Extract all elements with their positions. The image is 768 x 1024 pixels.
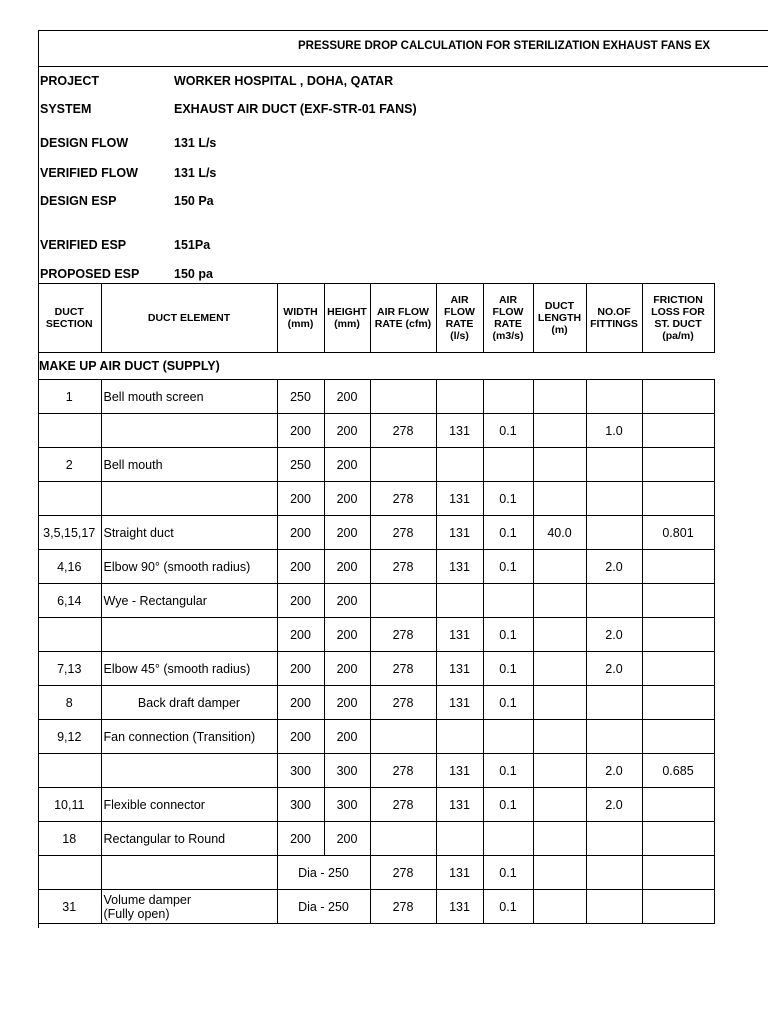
header-duct-element: DUCT ELEMENT	[101, 284, 277, 353]
cell-m3s: 0.1	[483, 890, 533, 924]
cell-length	[533, 890, 586, 924]
cell-element: Fan connection (Transition)	[101, 720, 277, 754]
cell-section	[38, 414, 101, 448]
cell-cfm: 278	[370, 652, 436, 686]
cell-height: 200	[324, 482, 370, 516]
cell-ls: 131	[436, 482, 483, 516]
cell-fittings	[586, 584, 642, 618]
cell-section: 3,5,15,17	[38, 516, 101, 550]
page-title: PRESSURE DROP CALCULATION FOR STERILIZATION EXHAUST FANS EX	[298, 40, 711, 52]
cell-element: Straight duct	[101, 516, 277, 550]
cell-length	[533, 380, 586, 414]
cell-friction	[642, 618, 714, 652]
cell-fittings	[586, 380, 642, 414]
table-row	[38, 754, 714, 788]
cell-m3s: 0.1	[483, 856, 533, 890]
cell-fittings: 2.0	[586, 652, 642, 686]
cell-fittings	[586, 516, 642, 550]
cell-section: 18	[38, 822, 101, 856]
design-esp-label: DESIGN ESP	[40, 194, 117, 208]
table-row	[38, 890, 714, 924]
header-air-flow-m3s: AIR FLOW RATE (m3/s)	[483, 284, 533, 353]
cell-element: Rectangular to Round	[101, 822, 277, 856]
cell-ls	[436, 380, 483, 414]
header-friction-loss: FRICTION LOSS FOR ST. DUCT (pa/m)	[642, 284, 714, 353]
cell-height: 200	[324, 686, 370, 720]
cell-section: 1	[38, 380, 101, 414]
cell-friction	[642, 788, 714, 822]
cell-length	[533, 618, 586, 652]
design-esp-value: 150 Pa	[174, 194, 214, 208]
cell-friction: 0.685	[642, 754, 714, 788]
cell-friction	[642, 482, 714, 516]
cell-ls: 131	[436, 516, 483, 550]
cell-element: Elbow 45° (smooth radius)	[101, 652, 277, 686]
cell-element: Bell mouth	[101, 448, 277, 482]
table-row	[38, 516, 714, 550]
cell-m3s	[483, 720, 533, 754]
cell-section	[38, 856, 101, 890]
table-row	[38, 584, 714, 618]
cell-width: 200	[277, 618, 324, 652]
cell-length	[533, 822, 586, 856]
cell-friction	[642, 890, 714, 924]
cell-friction	[642, 550, 714, 584]
cell-height: 200	[324, 652, 370, 686]
cell-cfm	[370, 584, 436, 618]
cell-width: 250	[277, 448, 324, 482]
header-no-of-fittings: NO.OF FITTINGS	[586, 284, 642, 353]
table-row	[38, 482, 714, 516]
cell-diameter: Dia - 250	[277, 856, 370, 890]
header-duct-section: DUCT SECTION	[38, 284, 101, 353]
cell-element	[101, 482, 277, 516]
cell-section	[38, 754, 101, 788]
cell-element: Elbow 90° (smooth radius)	[101, 550, 277, 584]
cell-fittings: 2.0	[586, 788, 642, 822]
cell-length	[533, 550, 586, 584]
cell-ls: 131	[436, 652, 483, 686]
cell-element: Flexible connector	[101, 788, 277, 822]
cell-section: 10,11	[38, 788, 101, 822]
cell-section: 7,13	[38, 652, 101, 686]
cell-element: Back draft damper	[101, 686, 277, 720]
cell-ls: 131	[436, 856, 483, 890]
table-row	[38, 448, 714, 482]
verified-esp-label: VERIFIED ESP	[40, 238, 127, 252]
cell-m3s: 0.1	[483, 686, 533, 720]
cell-element: Bell mouth screen	[101, 380, 277, 414]
header-height: HEIGHT (mm)	[324, 284, 370, 353]
cell-height: 200	[324, 584, 370, 618]
cell-cfm	[370, 822, 436, 856]
cell-length	[533, 414, 586, 448]
cell-height: 300	[324, 754, 370, 788]
cell-m3s: 0.1	[483, 618, 533, 652]
cell-m3s: 0.1	[483, 754, 533, 788]
cell-ls: 131	[436, 414, 483, 448]
cell-width: 200	[277, 652, 324, 686]
cell-width: 200	[277, 516, 324, 550]
cell-cfm: 278	[370, 856, 436, 890]
cell-m3s	[483, 380, 533, 414]
cell-section	[38, 618, 101, 652]
verified-esp-value: 151Pa	[174, 238, 211, 252]
cell-ls: 131	[436, 686, 483, 720]
cell-fittings	[586, 822, 642, 856]
cell-m3s: 0.1	[483, 482, 533, 516]
cell-width: 200	[277, 550, 324, 584]
cell-fittings	[586, 686, 642, 720]
table-header-row	[38, 284, 714, 353]
cell-height: 200	[324, 516, 370, 550]
cell-height: 200	[324, 550, 370, 584]
cell-section: 8	[38, 686, 101, 720]
cell-m3s: 0.1	[483, 652, 533, 686]
cell-ls	[436, 720, 483, 754]
title-divider	[38, 66, 768, 67]
section-title: MAKE UP AIR DUCT (SUPPLY)	[38, 353, 714, 380]
table-body	[38, 380, 714, 924]
table-row	[38, 788, 714, 822]
system-value: EXHAUST AIR DUCT (EXF-STR-01 FANS)	[174, 102, 417, 116]
verified-flow-value: 131 L/s	[174, 166, 217, 180]
cell-friction	[642, 652, 714, 686]
cell-friction	[642, 584, 714, 618]
cell-m3s: 0.1	[483, 414, 533, 448]
cell-fittings	[586, 482, 642, 516]
proposed-esp-label: PROPOSED ESP	[40, 267, 140, 281]
cell-element	[101, 754, 277, 788]
cell-length	[533, 584, 586, 618]
header-air-flow-ls: AIR FLOW RATE (l/s)	[436, 284, 483, 353]
cell-section: 31	[38, 890, 101, 924]
cell-cfm: 278	[370, 686, 436, 720]
cell-length	[533, 482, 586, 516]
cell-fittings	[586, 720, 642, 754]
cell-height: 200	[324, 720, 370, 754]
table-row	[38, 380, 714, 414]
cell-length	[533, 754, 586, 788]
section-row	[38, 353, 714, 380]
cell-fittings: 2.0	[586, 754, 642, 788]
system-label: SYSTEM	[40, 102, 92, 116]
cell-cfm: 278	[370, 788, 436, 822]
cell-friction: 0.801	[642, 516, 714, 550]
frame-top-border	[38, 30, 768, 31]
cell-ls: 131	[436, 890, 483, 924]
cell-friction	[642, 822, 714, 856]
cell-section: 6,14	[38, 584, 101, 618]
cell-height: 200	[324, 618, 370, 652]
cell-height: 200	[324, 380, 370, 414]
header-air-flow-cfm: AIR FLOW RATE (cfm)	[370, 284, 436, 353]
cell-width: 200	[277, 482, 324, 516]
cell-ls: 131	[436, 788, 483, 822]
cell-length	[533, 686, 586, 720]
cell-cfm	[370, 380, 436, 414]
cell-fittings	[586, 890, 642, 924]
table-row	[38, 550, 714, 584]
cell-width: 300	[277, 754, 324, 788]
cell-section: 4,16	[38, 550, 101, 584]
cell-friction	[642, 720, 714, 754]
project-label: PROJECT	[40, 74, 100, 88]
cell-ls	[436, 822, 483, 856]
cell-section: 2	[38, 448, 101, 482]
cell-element: Volume damper (Fully open)	[101, 890, 277, 924]
cell-cfm: 278	[370, 516, 436, 550]
table-row	[38, 652, 714, 686]
cell-width: 250	[277, 380, 324, 414]
table-row	[38, 822, 714, 856]
table-row	[38, 414, 714, 448]
cell-m3s	[483, 822, 533, 856]
table-row	[38, 618, 714, 652]
table-row	[38, 856, 714, 890]
cell-length	[533, 652, 586, 686]
cell-friction	[642, 686, 714, 720]
cell-fittings: 2.0	[586, 618, 642, 652]
cell-width: 200	[277, 686, 324, 720]
cell-m3s: 0.1	[483, 788, 533, 822]
cell-m3s	[483, 448, 533, 482]
cell-height: 200	[324, 822, 370, 856]
cell-m3s: 0.1	[483, 550, 533, 584]
cell-height: 300	[324, 788, 370, 822]
cell-friction	[642, 380, 714, 414]
cell-cfm: 278	[370, 754, 436, 788]
cell-fittings: 2.0	[586, 550, 642, 584]
cell-width: 300	[277, 788, 324, 822]
cell-friction	[642, 414, 714, 448]
cell-cfm	[370, 448, 436, 482]
cell-element	[101, 414, 277, 448]
cell-height: 200	[324, 448, 370, 482]
cell-ls: 131	[436, 754, 483, 788]
design-flow-value: 131 L/s	[174, 136, 217, 150]
project-value: WORKER HOSPITAL , DOHA, QATAR	[174, 74, 394, 88]
cell-friction	[642, 856, 714, 890]
table-row	[38, 720, 714, 754]
cell-length	[533, 448, 586, 482]
cell-cfm: 278	[370, 550, 436, 584]
proposed-esp-value: 150 pa	[174, 267, 213, 281]
cell-diameter: Dia - 250	[277, 890, 370, 924]
cell-cfm: 278	[370, 890, 436, 924]
cell-section: 9,12	[38, 720, 101, 754]
cell-cfm: 278	[370, 618, 436, 652]
cell-element: Wye - Rectangular	[101, 584, 277, 618]
pressure-drop-table	[38, 283, 715, 924]
cell-fittings: 1.0	[586, 414, 642, 448]
cell-friction	[642, 448, 714, 482]
cell-ls	[436, 584, 483, 618]
cell-element	[101, 856, 277, 890]
cell-height: 200	[324, 414, 370, 448]
cell-m3s: 0.1	[483, 516, 533, 550]
cell-cfm: 278	[370, 414, 436, 448]
cell-length: 40.0	[533, 516, 586, 550]
cell-width: 200	[277, 584, 324, 618]
cell-length	[533, 856, 586, 890]
header-duct-length: DUCT LENGTH (m)	[533, 284, 586, 353]
verified-flow-label: VERIFIED FLOW	[40, 166, 138, 180]
cell-width: 200	[277, 822, 324, 856]
cell-cfm: 278	[370, 482, 436, 516]
cell-m3s	[483, 584, 533, 618]
cell-ls: 131	[436, 618, 483, 652]
cell-length	[533, 788, 586, 822]
cell-width: 200	[277, 720, 324, 754]
cell-section	[38, 482, 101, 516]
cell-width: 200	[277, 414, 324, 448]
cell-element	[101, 618, 277, 652]
cell-cfm	[370, 720, 436, 754]
cell-fittings	[586, 448, 642, 482]
design-flow-label: DESIGN FLOW	[40, 136, 129, 150]
cell-ls	[436, 448, 483, 482]
cell-length	[533, 720, 586, 754]
cell-fittings	[586, 856, 642, 890]
table-row	[38, 686, 714, 720]
header-width: WIDTH (mm)	[277, 284, 324, 353]
cell-ls: 131	[436, 550, 483, 584]
